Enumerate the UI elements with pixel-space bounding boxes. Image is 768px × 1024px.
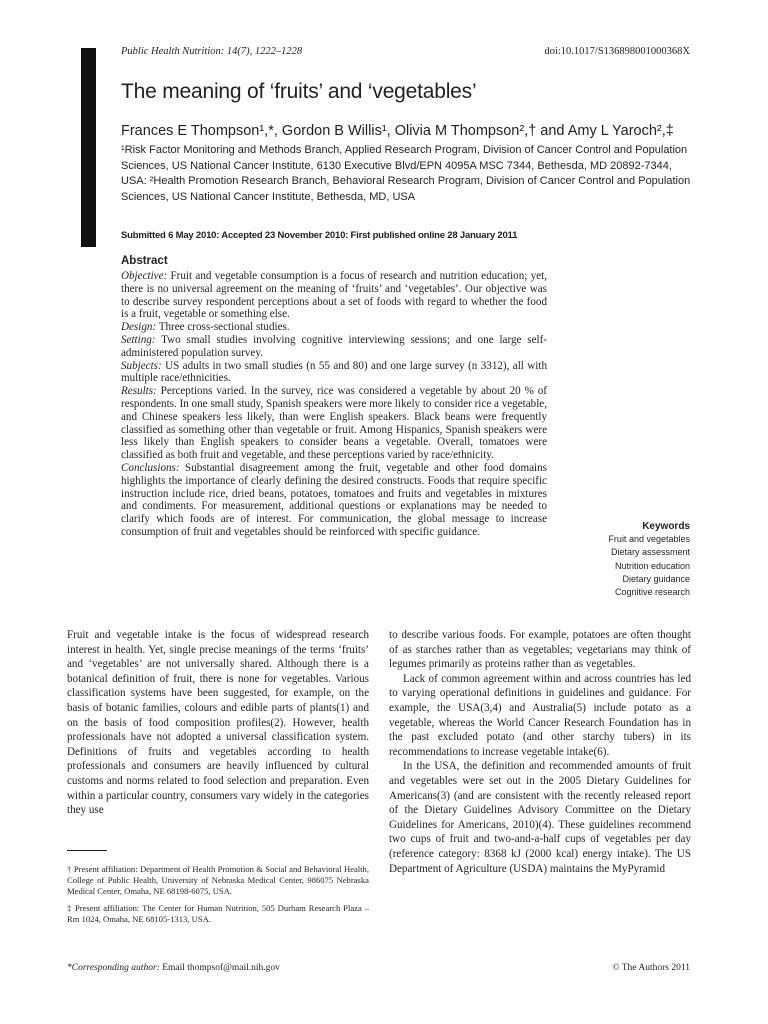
abstract-section xyxy=(121,360,547,386)
submission-dates: Submitted 6 May 2010: Accepted 23 November 2010: First published online 28 January 2011 xyxy=(121,230,518,241)
abstract-label: Results: xyxy=(121,385,157,398)
body-column-right xyxy=(389,628,691,876)
corresponding-author xyxy=(67,963,280,973)
footnote: ‡ Present affiliation: The Center for Human Nutrition, 505 Durham Research Plaza – Rm 1024, Omaha, NE 68105-1313, USA. xyxy=(67,903,369,924)
abstract-label: Subjects: xyxy=(121,359,162,372)
doi[interactable]: doi:10.1017/S136898001000368X xyxy=(544,46,690,57)
keywords-heading: Keywords xyxy=(642,521,690,532)
article-title: The meaning of ‘fruits’ and ‘vegetables’ xyxy=(121,80,477,103)
footnotes xyxy=(67,864,369,931)
corresp-email[interactable]: Email thompsof@mail.nih.gov xyxy=(159,963,280,973)
author-list: Frances E Thompson¹,*, Gordon B Willis¹, Olivia M Thompson²,† and Amy L Yaroch²,‡ xyxy=(121,123,674,139)
sidebar-black-bar xyxy=(81,48,96,247)
abstract-text: Three cross-sectional studies. xyxy=(156,321,290,334)
abstract-section xyxy=(121,462,547,539)
abstract-label: Objective: xyxy=(121,270,168,282)
abstract-text: US adults in two small studies (n 55 and 80) and one large survey (n 3312), all with multiple race/ethnicities. xyxy=(121,359,547,385)
footnote: † Present affiliation: Department of Health Promotion & Social and Behavioral Health, College of Public Health, University of Nebraska Medical Center, 986075 Nebraska Medical Center, Omaha, NE 68198-6075, USA. xyxy=(67,864,369,896)
abstract-label: Setting: xyxy=(121,333,156,346)
body-column-left xyxy=(67,628,369,818)
body-paragraph: to describe various foods. For example, potatoes are often thought of as starches rather than as vegetables; vegetarians may think of legumes primarily as proteins rather than as vegetables. xyxy=(389,629,691,671)
copyright: © The Authors 2011 xyxy=(612,963,690,973)
abstract-section xyxy=(121,321,547,334)
corresp-label: *Corresponding author: xyxy=(67,963,160,973)
keyword: Dietary assessment xyxy=(610,547,690,558)
abstract-section xyxy=(121,334,547,360)
body-paragraph: Lack of common agreement within and across countries has led to varying operational definitions in guidelines and guidance. For example, the USA(3,4) and Australia(5) include potato as a vegetable, whereas the World Cancer Research Foundation has in the past excluded potato (and other starchy tubers) in its recommendations to increase vegetable intake(6). xyxy=(389,672,691,758)
keyword: Fruit and vegetables xyxy=(608,534,690,545)
abstract-text: Perceptions varied. In the survey, rice was considered a vegetable by about 20 % of respondents. In one small study, Spanish speakers were more likely to consider rice a vegetable, and Chinese speakers less likely, than were English speakers. Black beans were frequently classified as something other than vegetable or fruit. Among Hispanics, Spanish speakers were less likely than English speakers to consider beans a vegetable. Overall, tomatoes were classified as both fruit and vegetable, and these perceptions varied by race/ethnicity. xyxy=(121,385,547,462)
journal-citation: Public Health Nutrition: 14(7), 1222–1228 xyxy=(121,46,303,57)
affiliations: ¹Risk Factor Monitoring and Methods Branch, Applied Research Program, Division of Cancer Control and Population Sciences, US National Cancer Institute, 6130 Executive Blvd/EPN 4095A MSC 7344, Bethesda, MD 20892-7344, USA: ²Health Promotion Research Branch, Behavioral Research Program, Division of Cancer Control and Population Sciences, US National Cancer Institute, Bethesda, MD, USA xyxy=(121,144,691,203)
footnote-divider xyxy=(67,850,107,851)
abstract-label: Conclusions: xyxy=(121,461,180,474)
abstract-section xyxy=(121,270,547,321)
abstract-body xyxy=(121,270,547,539)
abstract-text: Two small studies involving cognitive interviewing sessions; and one large self-administered population survey. xyxy=(121,333,547,359)
keywords-box xyxy=(608,520,690,599)
keyword: Cognitive research xyxy=(614,587,690,598)
abstract-text: Fruit and vegetable consumption is a focus of research and nutrition education; yet, there is no universal agreement on the meaning of ‘fruits’ and ‘vegetables’. Our objective was to describe survey respondent perceptions about a set of foods with regard to whether the food is a fruit, vegetable or something else. xyxy=(121,270,547,321)
keyword: Nutrition education xyxy=(614,560,690,571)
body-paragraph: In the USA, the definition and recommended amounts of fruit and vegetables were set out in the 2005 Dietary Guidelines for Americans(3) (and are consistent with the recently released report of the Dietary Guidelines Advisory Committee on the Dietary Guidelines for Americans, 2010)(4). These guidelines recommend two cups of fruit and two-and-a-half cups of vegetables per day (reference category: 8368 kJ (2000 kcal) energy intake). The US Department of Agriculture (USDA) maintains the MyPyramid xyxy=(389,760,691,875)
keyword: Dietary guidance xyxy=(622,573,690,584)
abstract-section xyxy=(121,385,547,462)
body-paragraph: Fruit and vegetable intake is the focus of widespread research interest in health. Yet, single precise meanings of the terms ‘fruits’ and ‘vegetables’ are not universally shared. Although there is a botanical definition of fruit, there is none for vegetables. Various classification systems have been suggested, for example, on the basis of botanic families, colours and edible parts of plants(1) and on the basis of food composition profiles(2). However, health professionals have not adopted a universal classification system. Definitions of fruits and vegetables according to health professionals and consumers are heavily influenced by cultural customs and norms related to food selection and preparation. Even within a particular country, consumers vary widely in the categories they use xyxy=(67,629,369,817)
abstract-heading: Abstract xyxy=(121,255,168,267)
abstract-text: Substantial disagreement among the fruit, vegetable and other food domains highlights the importance of clearly defining the desired constructs. Foods that require specific instruction include rice, dried beans, potatoes, tomatoes and fruits and vegetables in mixtures and condiments. For measurement, additional questions or explanations may be needed to clarify which foods are of interest. For communication, the global message to increase consumption of fruit and vegetables should be reinforced with specific guidance. xyxy=(121,461,547,538)
abstract-label: Design: xyxy=(121,321,157,334)
